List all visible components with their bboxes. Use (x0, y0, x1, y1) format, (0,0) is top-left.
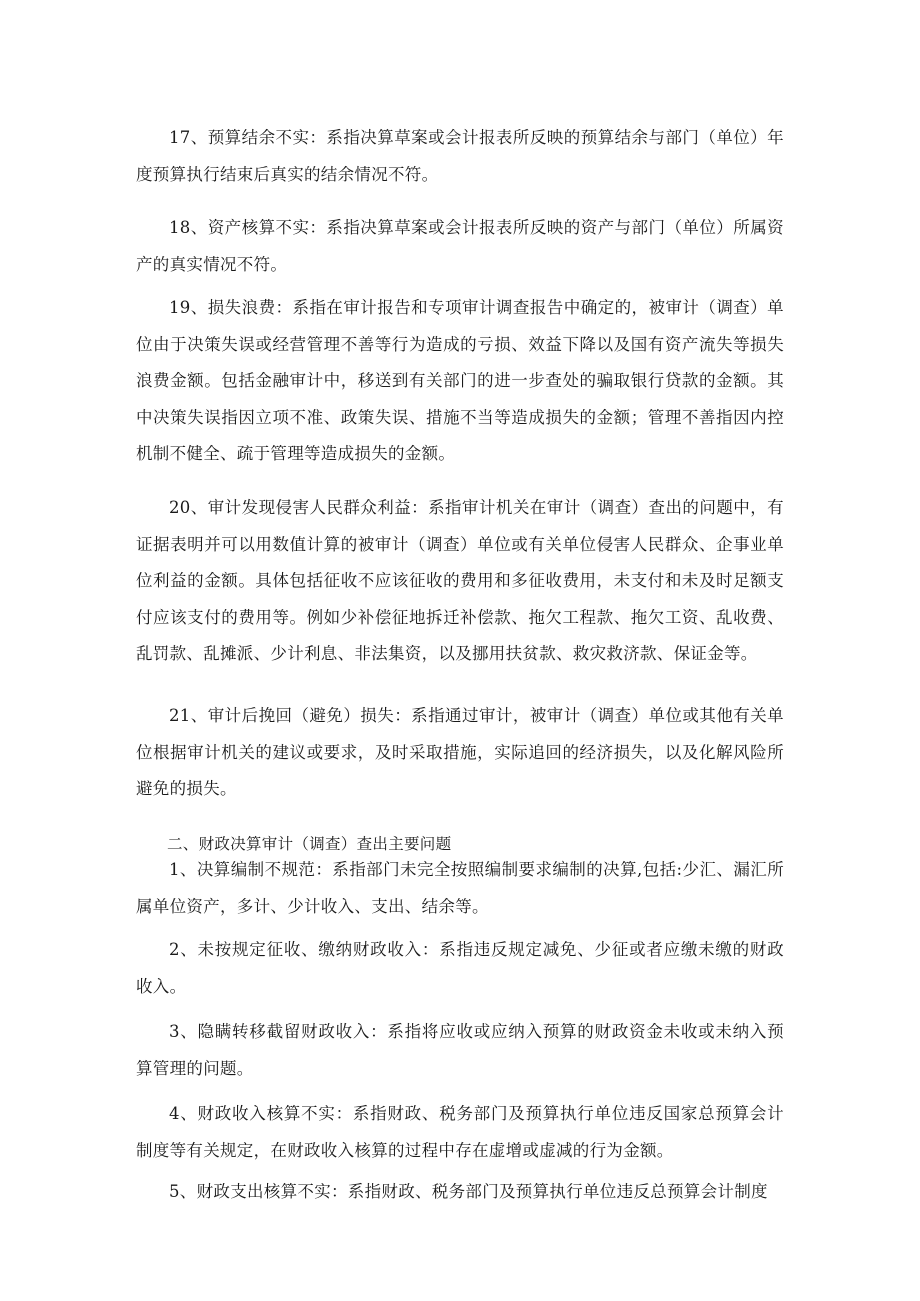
paragraph-1-budget-compilation: 1、决算编制不规范：系指部门未完全按照编制要求编制的决算,包括:少汇、漏汇所属单位资产，多计、少计收入、支出、结余等。 (136, 860, 784, 916)
paragraph-21-loss-recovered: 21、审计后挽回（避免）损失：系指通过审计，被审计（调查）单位或其他有关单位根据审计机关的建议或要求，及时采取措施，实际追回的经济损失，以及化解风险所避免的损失。 (136, 706, 784, 798)
paragraph-17-budget-surplus: 17、预算结余不实：系指决算草案或会计报表所反映的预算结余与部门（单位）年度预算执行结束后真实的结余情况不符。 (136, 128, 784, 184)
paragraph-5-expenditure-accounting: 5、财政支出核算不实：系指财政、税务部门及预算执行单位违反总预算会计制度 (169, 1182, 768, 1201)
paragraph-4-revenue-accounting: 4、财政收入核算不实：系指财政、税务部门及预算执行单位违反国家总预算会计制度等有关规定，在财政收入核算的过程中存在虚增或虚减的行为金额。 (136, 1104, 784, 1160)
paragraph-2-revenue-collection: 2、未按规定征收、缴纳财政收入：系指违反规定减免、少征或者应缴未缴的财政收入。 (136, 940, 784, 996)
paragraph-20-public-interest: 20、审计发现侵害人民群众利益：系指审计机关在审计（调查）查出的问题中，有证据表明并可以用数值计算的被审计（调查）单位或有关单位侵害人民群众、企事业单位利益的金额。具体包括征收不应该征收的费用和多征收费用，未支付和未及时足额支付应该支付的费用等。例如少补偿征地拆迁补偿款、拖欠工程款、拖欠工资、乱收费、乱罚款、乱摊派、少计利息、非法集资，以及挪用扶贫款、救灾救济款、保证金等。 (136, 498, 784, 663)
paragraph-3-revenue-concealment: 3、隐瞒转移截留财政收入：系指将应收或应纳入预算的财政资金未收或未纳入预算管理的问题。 (136, 1022, 784, 1078)
section-heading: 二、财政决算审计（调查）查出主要问题 (167, 835, 452, 853)
paragraph-19-loss-waste: 19、损失浪费：系指在审计报告和专项审计调查报告中确定的，被审计（调查）单位由于决策失误或经营管理不善等行为造成的亏损、效益下降以及国有资产流失等损失浪费金额。包括金融审计中，移送到有关部门的进一步查处的骗取银行贷款的金额。其中决策失误指因立项不准、政策失误、措施不当等造成损失的金额；管理不善指因内控机制不健全、疏于管理等造成损失的金额。 (136, 298, 784, 463)
paragraph-18-asset-accounting: 18、资产核算不实：系指决算草案或会计报表所反映的资产与部门（单位）所属资产的真实情况不符。 (136, 218, 784, 274)
